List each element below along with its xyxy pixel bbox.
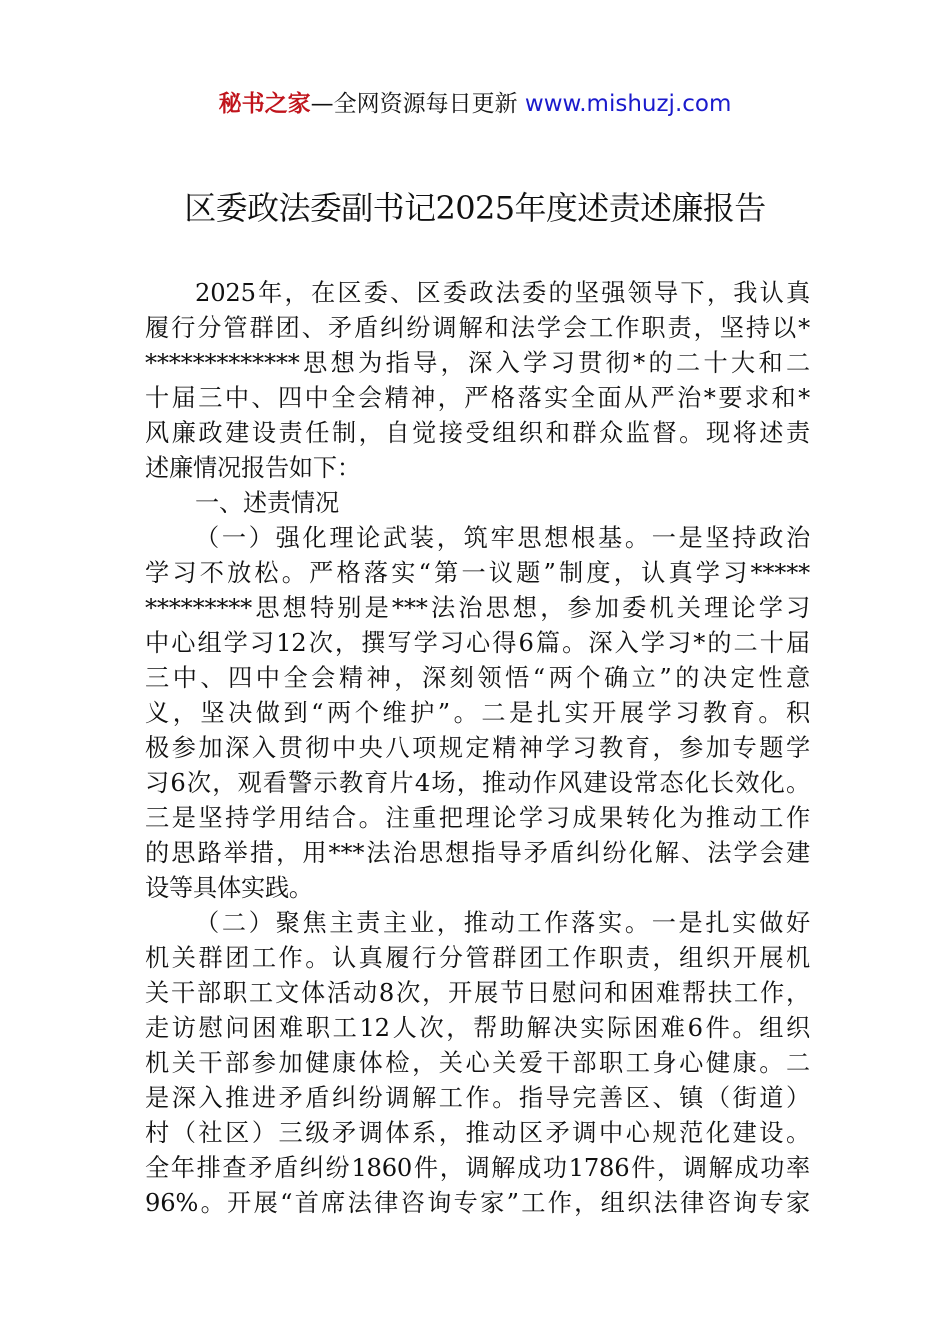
header-tagline: —全网资源每日更新 [310, 91, 525, 117]
text-line: 述廉情况报告如下： [145, 454, 361, 482]
text-line: 是深入推进矛盾纠纷调解工作。指导完善区、镇（街道） [145, 1084, 810, 1112]
text-line: 履行分管群团、矛盾纠纷调解和法学会工作职责，坚持以* [145, 314, 810, 342]
text-line: 2025年，在区委、区委政法委的坚强领导下，我认真 [195, 279, 810, 307]
text-line: 义，坚决做到“两个维护”。二是扎实开展学习教育。积 [145, 699, 810, 727]
site-header [0, 86, 950, 122]
text-line: *********思想特别是***法治思想，参加委机关理论学习 [145, 594, 810, 622]
text-line: 习6次，观看警示教育片4场，推动作风建设常态化长效化。 [145, 769, 810, 797]
document-title: 区委政法委副书记2025年度述责述廉报告 [184, 189, 766, 227]
site-url-link[interactable]: www.mishuzj.com [524, 91, 732, 117]
text-line: *************思想为指导，深入学习贯彻*的二十大和二 [145, 349, 810, 377]
text-line: 村（社区）三级矛调体系，推动区矛调中心规范化建设。 [145, 1119, 810, 1147]
text-line: 的思路举措，用***法治思想指导矛盾纠纷化解、法学会建 [145, 839, 810, 867]
text-line: 关干部职工文体活动8次，开展节日慰问和困难帮扶工作， [145, 979, 810, 1007]
text-line: 96%。开展“首席法律咨询专家”工作，组织法律咨询专家 [145, 1189, 810, 1217]
text-line: （一）强化理论武装，筑牢思想根基。一是坚持政治 [195, 524, 810, 552]
text-line: 全年排查矛盾纠纷1860件，调解成功1786件，调解成功率 [145, 1154, 810, 1182]
document-body [145, 276, 810, 1221]
text-line: 设等具体实践。 [145, 874, 313, 902]
text-line: 中心组学习12次，撰写学习心得6篇。深入学习*的二十届 [145, 629, 810, 657]
text-line: 机关群团工作。认真履行分管群团工作职责，组织开展机 [145, 944, 810, 972]
text-line: 三是坚持学用结合。注重把理论学习成果转化为推动工作 [145, 804, 810, 832]
text-line: 学习不放松。严格落实“第一议题”制度，认真学习***** [145, 559, 810, 587]
text-line: 一、述责情况 [195, 489, 339, 517]
text-line: 十届三中、四中全会精神，严格落实全面从严治*要求和* [145, 384, 810, 412]
text-line: 机关干部参加健康体检，关心关爱干部职工身心健康。二 [145, 1049, 810, 1077]
text-line: 风廉政建设责任制，自觉接受组织和群众监督。现将述责 [145, 419, 810, 447]
text-line: 极参加深入贯彻中央八项规定精神学习教育，参加专题学 [145, 734, 810, 762]
brand-name: 秘书之家 [218, 91, 311, 117]
text-line: 三中、四中全会精神，深刻领悟“两个确立”的决定性意 [145, 664, 810, 692]
text-line: 走访慰问困难职工12人次，帮助解决实际困难6件。组织 [145, 1014, 810, 1042]
text-line: （二）聚焦主责主业，推动工作落实。一是扎实做好 [195, 909, 810, 937]
